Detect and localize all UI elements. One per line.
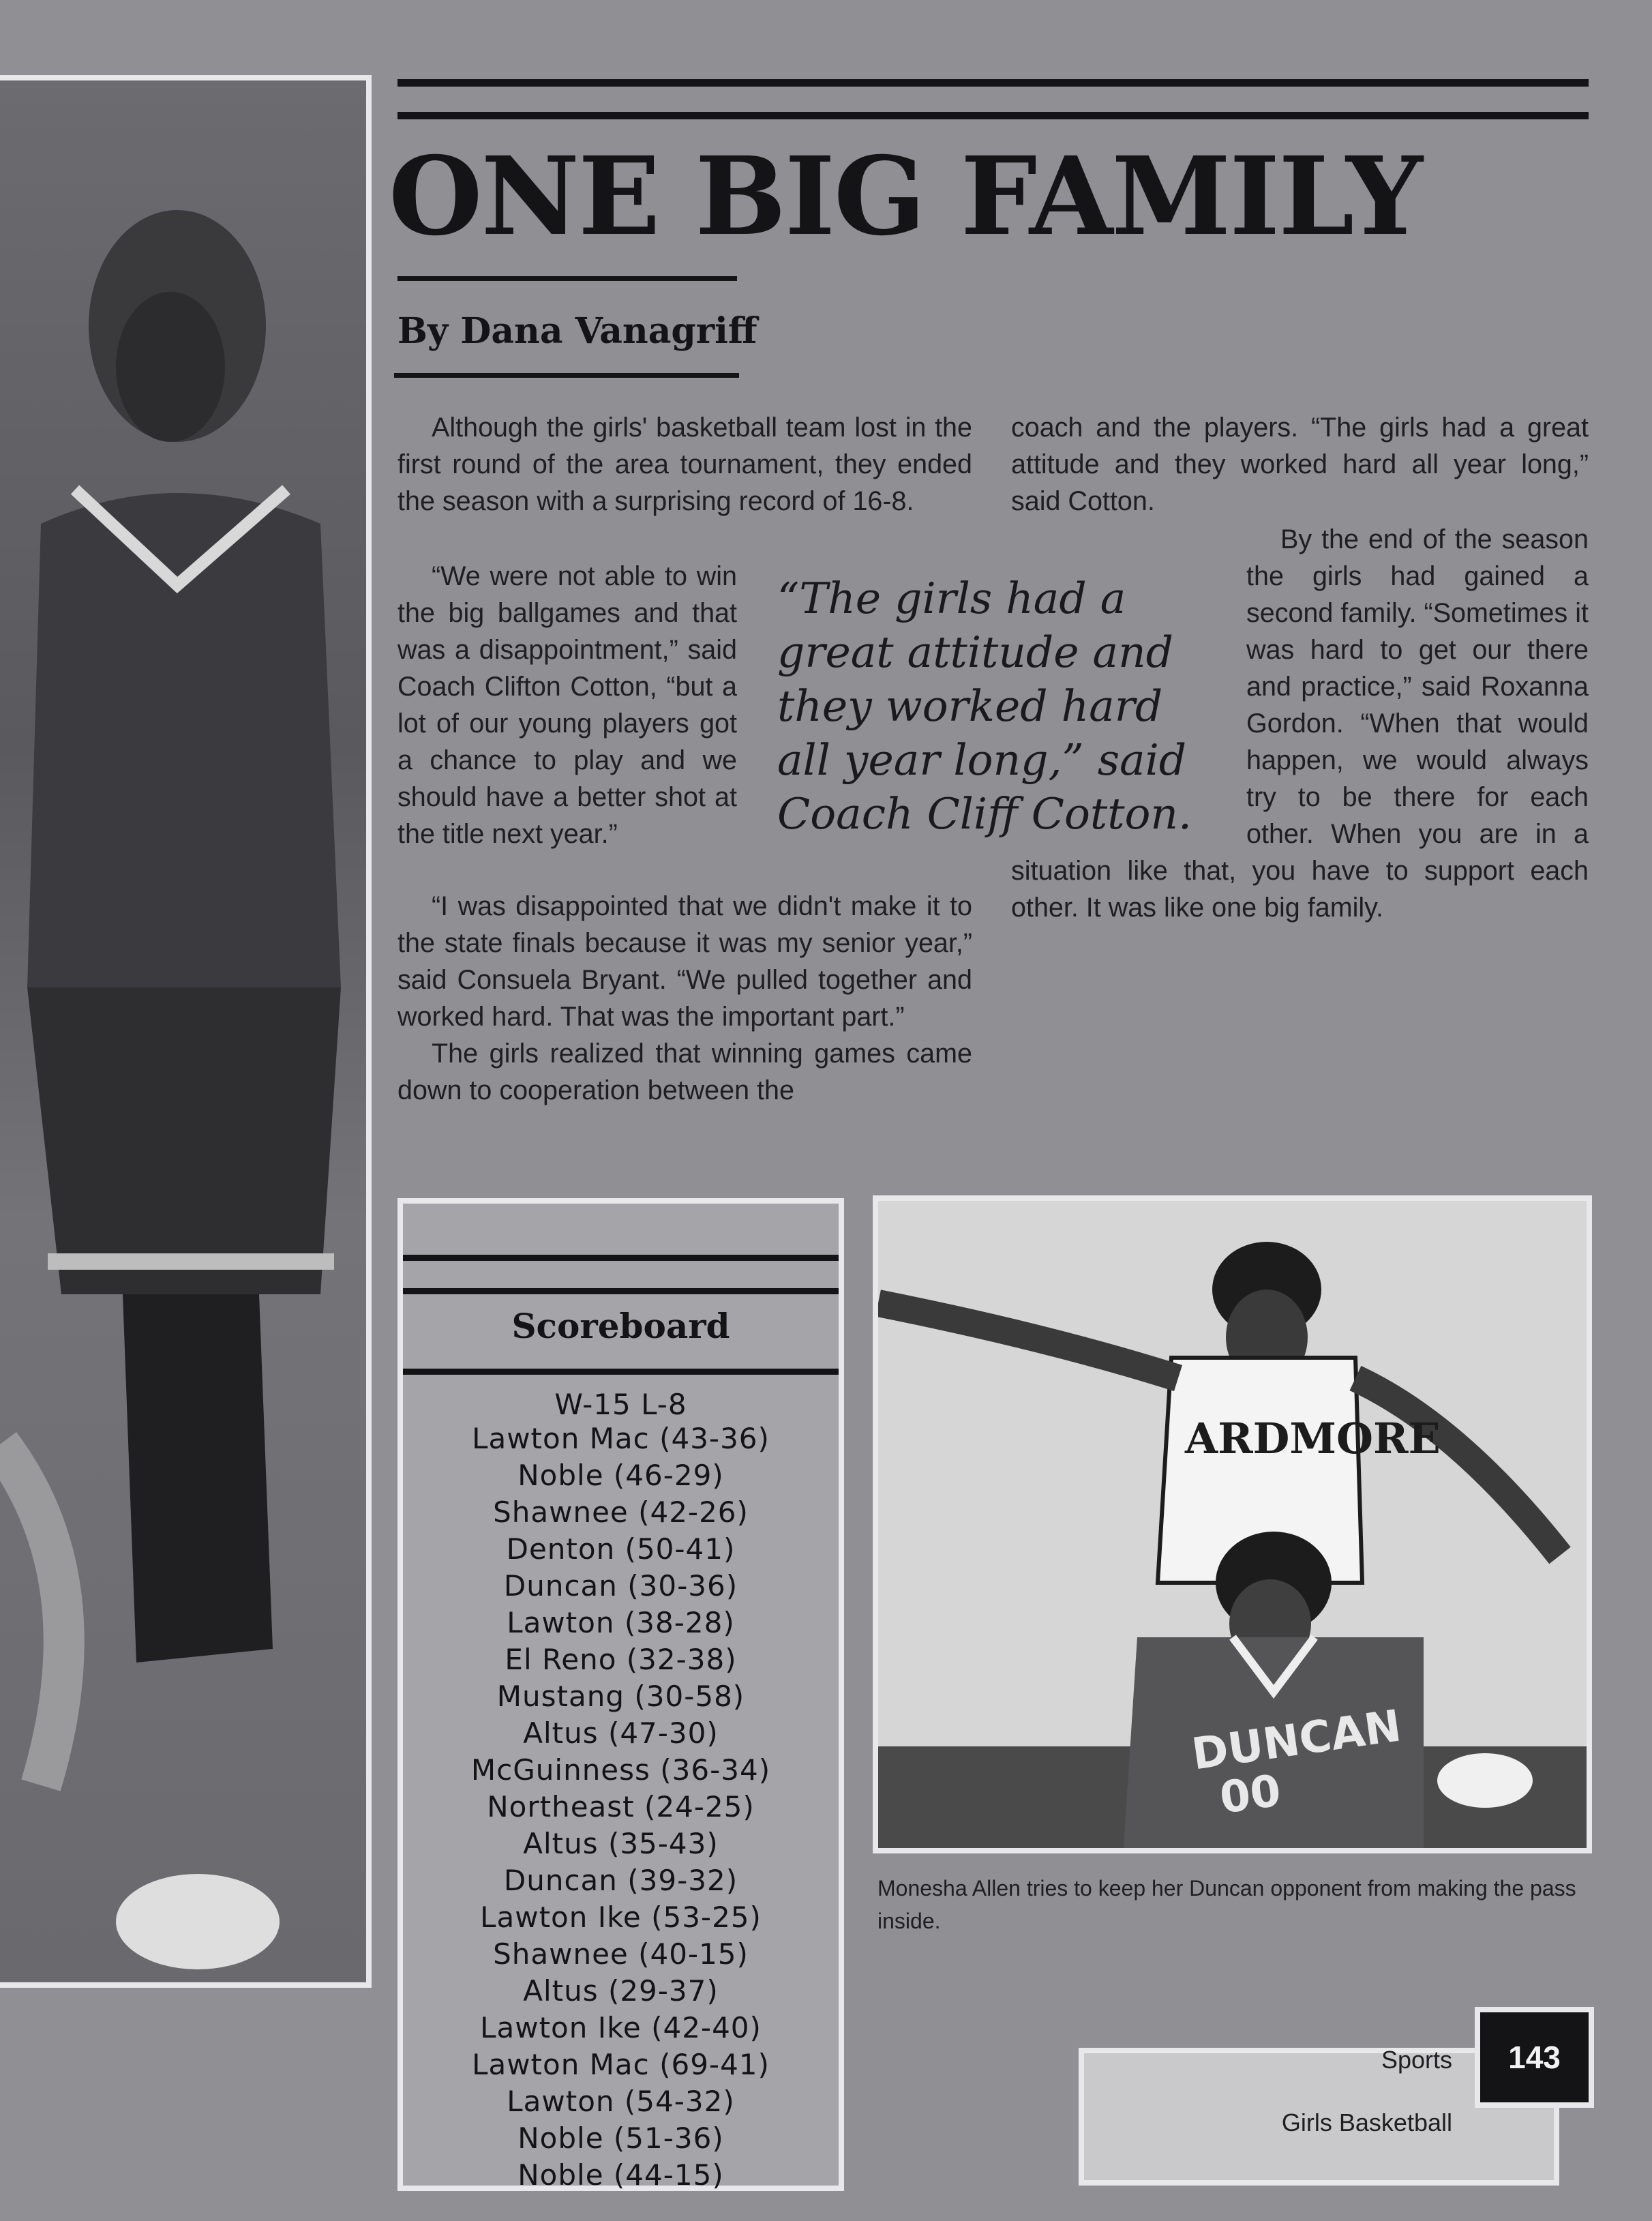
header-rule-top [397,79,1589,87]
article-col1-middle [397,558,737,852]
article-col1-bottom [397,888,972,1109]
paragraph: coach and the players. “The girls had a great attitude and they worked hard all year long,” said Cotton. [1011,413,1589,516]
scoreboard-game: Altus (35-43) [523,1827,719,1860]
page-number: 143 [1475,2007,1594,2108]
scoreboard-game: Duncan (39-32) [503,1864,738,1897]
scoreboard-rule-top [403,1255,839,1261]
title-underline [397,276,737,281]
paragraph: “I was disappointed that we didn't make it to the state finals because it was my senior year,” said Consuela Bryant. “We pulled together and worked hard. That was the important part.” [397,891,972,1032]
scoreboard-game: Northeast (24-25) [487,1790,755,1823]
scoreboard-game: Lawton (38-28) [507,1606,735,1639]
paragraph: “We were not able to win the big ballgames and that was a disappointment,” said Coach Clifton Cotton, “but a lot of our young players got a chance to play and we should have a better shot at the title next year.” [397,561,737,849]
article-col1-top [397,409,972,520]
article-byline: By Dana Vanagriff [397,310,757,352]
scoreboard-game: Lawton Mac (69-41) [472,2048,770,2081]
duncan-jersey-text: DUNCAN [1188,1701,1405,1780]
header-rule-bottom [397,112,1589,119]
scoreboard-list [403,1389,839,2194]
scoreboard-game: Denton (50-41) [506,1532,736,1566]
scoreboard-game: Duncan (30-36) [503,1569,738,1603]
scoreboard-game: Altus (47-30) [523,1716,719,1750]
scoreboard-title: Scoreboard [511,1306,730,1346]
scoreboard-game: Lawton Mac (43-36) [472,1422,770,1455]
scoreboard-game: Shawnee (40-15) [493,1937,749,1971]
photo-caption: Monesha Allen tries to keep her Duncan opponent from making the pass inside. [877,1876,1576,1933]
duncan-jersey-number: 00 [1216,1765,1285,1824]
article-title: ONE BIG FAMILY [389,134,1422,260]
scoreboard-game: El Reno (32-38) [505,1643,737,1676]
pull-quote: “The girls had a great attitude and they worked hard all year long,” said Coach Cliff Cotton. [777,573,1192,839]
paragraph: The girls realized that winning games came down to cooperation between the [397,1039,972,1105]
scoreboard-game: Shawnee (42-26) [493,1495,749,1529]
scoreboard-game: Altus (29-37) [523,1974,719,2008]
scoreboard-rule-bottom [403,1369,839,1375]
ardmore-jersey-text: ARDMORE [1185,1414,1441,1463]
scoreboard-record: W-15 L-8 [554,1388,687,1421]
scoreboard-box [397,1198,844,2191]
folio-section: Sports [1381,2046,1452,2074]
scoreboard-game: Noble (44-15) [517,2158,724,2192]
scoreboard-rule-mid [403,1288,839,1294]
scoreboard-game: Noble (51-36) [517,2121,724,2155]
scoreboard-game: Mustang (30-58) [496,1680,745,1713]
players-illustration [878,1201,1587,1848]
paragraph: Although the girls' basketball team lost in the first round of the area tournament, they ended the season with a surprising record of 16-8. [397,413,972,516]
scoreboard-game: McGuinness (36-34) [470,1753,771,1787]
basketball-player-figure [0,80,366,1982]
paragraph: By the end of the season the girls had gained a second family. “Sometimes it was hard to get our there and practice,” said Roxanna Gordon. “When that would happen, we would always try to be there for each other. When you are in a situation like that, you have to support each other. It was like one big family. [1011,524,1589,923]
folio-subsection: Girls Basketball [1281,2108,1452,2136]
scoreboard-game: Lawton (54-32) [507,2085,735,2118]
byline-underline [394,373,739,378]
article-col2-top [1011,409,1589,520]
game-photo [873,1195,1592,1853]
left-action-photo [0,75,372,1988]
scoreboard-game: Noble (46-29) [517,1459,724,1492]
scoreboard-game: Lawton Ike (53-25) [480,1900,762,1934]
scoreboard-game: Lawton Ike (42-40) [480,2011,762,2044]
